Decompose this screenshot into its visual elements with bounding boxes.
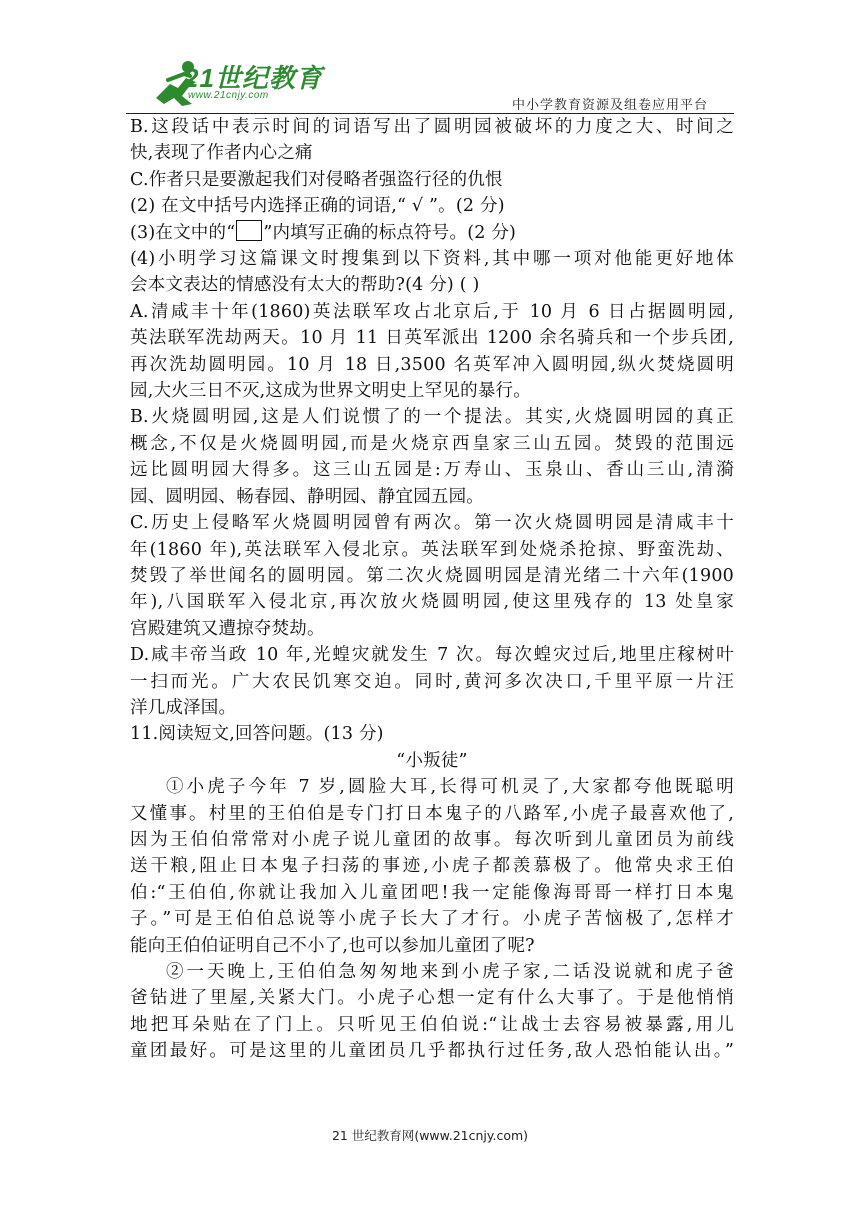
punctuation-box[interactable] xyxy=(236,220,262,241)
text-line: B.这段话中表示时间的词语写出了圆明园被破坏的力度之大、时间之 xyxy=(130,117,734,137)
text-line: C.作者只是要激起我们对侵略者强盗行径的仇恨 xyxy=(130,169,503,190)
text-line: 年(1860 年),英法联军入侵北京。英法联军到处烧杀抢掠、野蛮洗劫、 xyxy=(130,539,734,560)
text-line: 概念,不仅是火烧圆明园,而是火烧京西皇家三山五园。焚毁的范围远 xyxy=(130,433,734,454)
logo-text: 21世纪教育 xyxy=(184,63,323,93)
text-line: 远比圆明园大得多。这三山五园是:万寿山、玉泉山、香山三山,清漪 xyxy=(130,460,734,481)
text-line: 快,表现了作者内心之痛 xyxy=(130,143,313,164)
text-line: 再次洗劫圆明园。10 月 18 日,3500 名英军冲入圆明园,纵火焚烧圆明 xyxy=(130,354,734,375)
text-line: 伯:“王伯伯,你就让我加入儿童团吧!我一定能像海哥哥一样打日本鬼 xyxy=(130,882,734,903)
text-line: (4)小明学习这篇课文时搜集到以下资料,其中哪一项对他能更好地体 xyxy=(130,249,734,270)
text-line: 一扫而光。广大农民饥寒交迫。同时,黄河多次决口,千里平原一片汪 xyxy=(130,671,734,692)
text-line: 因为王伯伯常常对小虎子说儿童团的故事。每次听到儿童团员为前线 xyxy=(130,829,734,850)
text-line: ②一天晚上,王伯伯急匆匆地来到小虎子家,二话没说就和虎子爸 xyxy=(166,962,734,982)
page-header xyxy=(126,52,734,112)
document-body xyxy=(130,114,734,1065)
text-line: 宫殿建筑又遭掠夺焚劫。 xyxy=(130,618,325,639)
text-line: 地把耳朵贴在了门上。只听见王伯伯说:“让战士去容易被暴露,用儿 xyxy=(130,1014,734,1035)
text-line: 子。”可是王伯伯总说等小虎子长大了才行。小虎子苦恼极了,怎样才 xyxy=(130,909,734,930)
text-line: 能向王伯伯证明自己不小了,也可以参加儿童团了呢? xyxy=(130,935,535,956)
text-line: 英法联军洗劫两天。10 月 11 日英军派出 1200 余名骑兵和一个步兵团, xyxy=(130,328,734,349)
text-line: ①小虎子今年 7 岁,圆脸大耳,长得可机灵了,大家都夸他既聪明 xyxy=(166,777,734,798)
text-line: 会本文表达的情感没有太大的帮助?(4 分) ( ) xyxy=(130,275,480,296)
text-line: 送干粮,阻止日本鬼子扫荡的事迹,小虎子都羡慕极了。他常央求王伯 xyxy=(130,856,734,877)
question-3-prefix: (3)在文中的“ xyxy=(130,222,236,243)
text-line: D.咸丰帝当政 10 年,光蝗灾就发生 7 次。每次蝗灾过后,地里庄稼树叶 xyxy=(130,645,734,666)
text-line: 年),八国联军入侵北京,再次放火烧圆明园,使这里残存的 13 处皇家 xyxy=(130,592,734,613)
story-title: “小叛徒” xyxy=(396,750,468,771)
text-line: B.火烧圆明园,这是人们说惯了的一个提法。其实,火烧圆明园的真正 xyxy=(130,407,734,428)
text-line: 洋几成泽国。 xyxy=(130,697,237,718)
text-line: (2) 在文中括号内选择正确的词语,“ √ ”。(2 分) xyxy=(130,196,505,217)
text-line: 又懂事。村里的王伯伯是专门打日本鬼子的八路军,小虎子最喜欢他了, xyxy=(130,803,734,824)
text-line: A.清咸丰十年(1860)英法联军攻占北京后,于 10 月 6 日占据圆明园, xyxy=(130,301,734,322)
text-line: 童团最好。可是这里的儿童团员几乎都执行过任务,敌人恐怕能认出。” xyxy=(130,1041,734,1062)
logo-url: www.21cnjy.com xyxy=(188,90,269,101)
question-3-suffix: ”内填写正确的标点符号。(2 分) xyxy=(263,222,517,243)
text-line: 爸钻进了里屋,关紧大门。小虎子心想一定有什么大事了。于是他悄悄 xyxy=(130,988,734,1009)
text-line xyxy=(130,220,734,246)
text-line: C.历史上侵略军火烧圆明园曾有两次。第一次火烧圆明园是清咸丰十 xyxy=(130,513,734,534)
text-line: 园、圆明园、畅春园、静明园、静宜园五园。 xyxy=(130,486,484,507)
text-line: 园,大火三日不灭,这成为世界文明史上罕见的暴行。 xyxy=(130,381,531,402)
page-footer: 21 世纪教育网(www.21cnjy.com) xyxy=(331,1128,529,1143)
text-line: 焚毁了举世闻名的圆明园。第二次火烧圆明园是清光绪二十六年(1900 xyxy=(130,565,734,586)
section-heading: 11.阅读短文,回答问题。(13 分) xyxy=(130,724,384,745)
platform-label: 中小学教育资源及组卷应用平台 xyxy=(511,98,708,113)
